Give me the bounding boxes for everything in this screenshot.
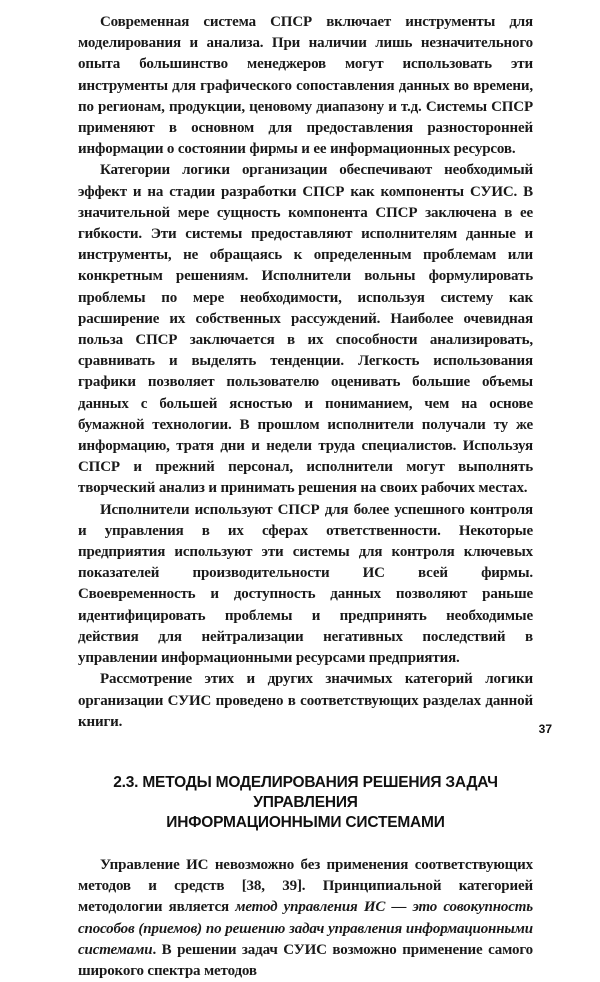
paragraph-2: Категории логики организации обеспечивают необходимый эффект и на стадии разработки СПСР как компоненты СУИС. В значительной мере сущность компонента СПСР заключена в ее гибкости. Эти системы предоставляют исполнителям данные и инструменты, не обращаясь к определенным проблемам или конкретным решениям. Исполнители вольны формулировать проблемы по мере необходимости, используя систему как расширение их собственных рассуждений. Наиболее очевидная польза СПСР заключается в их способности анализировать, сравнивать и выделять тенденции. Легкость использования графики позволяет пользователю оценивать большие объемы данных с большей ясностью и пониманием, чем на основе бумажной технологии. В прошлом исполнители получали ту же информацию, тратя дни и недели труда специалистов. Используя СПСР и прежний персонал, исполнители могут выполнять творческий анализ и принимать решения на своих рабочих местах. xyxy=(78,162,533,497)
paragraph-5-text-end: . В решении задач СУИС возможно применение самого широкого спектра методов xyxy=(78,941,533,979)
page-number: 37 xyxy=(538,722,552,736)
paragraph-5 xyxy=(78,855,533,982)
section-heading xyxy=(78,773,533,833)
document-page xyxy=(78,12,533,982)
paragraph-4: Рассмотрение этих и других значимых категорий логики организации СУИС проведено в соответствующих разделах данной книги. xyxy=(78,671,533,730)
paragraph-3: Исполнители используют СПСР для более успешного контроля и управления в их сферах ответственности. Некоторые предприятия используют эти системы для контроля ключевых показателей производительности ИС всей фирмы. Своевременность и доступность данных позволяют раньше идентифицировать проблемы и предпринять необходимые действия для нейтрализации негативных последствий в управлении информационными ресурсами предприятия. xyxy=(78,501,533,667)
section-heading-line-2: ИНФОРМАЦИОННЫМИ СИСТЕМАМИ xyxy=(166,813,445,831)
paragraph-5-text-start: Управление ИС невозможно без применения соответствующих методов и средств [38, 39]. Принципиальной категорией методологии является xyxy=(78,856,533,916)
paragraph-5-emphasis: метод управления ИС — это совокупность способов (приемов) по решению задач управления информационными системами xyxy=(78,899,533,958)
paragraph-1: Современная система СПСР включает инструменты для моделирования и анализа. При наличии лишь незначительного опыта большинство менеджеров могут использовать эти инструменты для графического сопоставления данных во времени, по регионам, продукции, ценовому диапазону и т.д. Системы СПСР применяют в основном для предоставления разносторонней информации о состоянии фирмы и ее информационных ресурсов. xyxy=(78,14,533,158)
section-heading-line-1: 2.3. МЕТОДЫ МОДЕЛИРОВАНИЯ РЕШЕНИЯ ЗАДАЧ УПРАВЛЕНИЯ xyxy=(113,773,498,811)
